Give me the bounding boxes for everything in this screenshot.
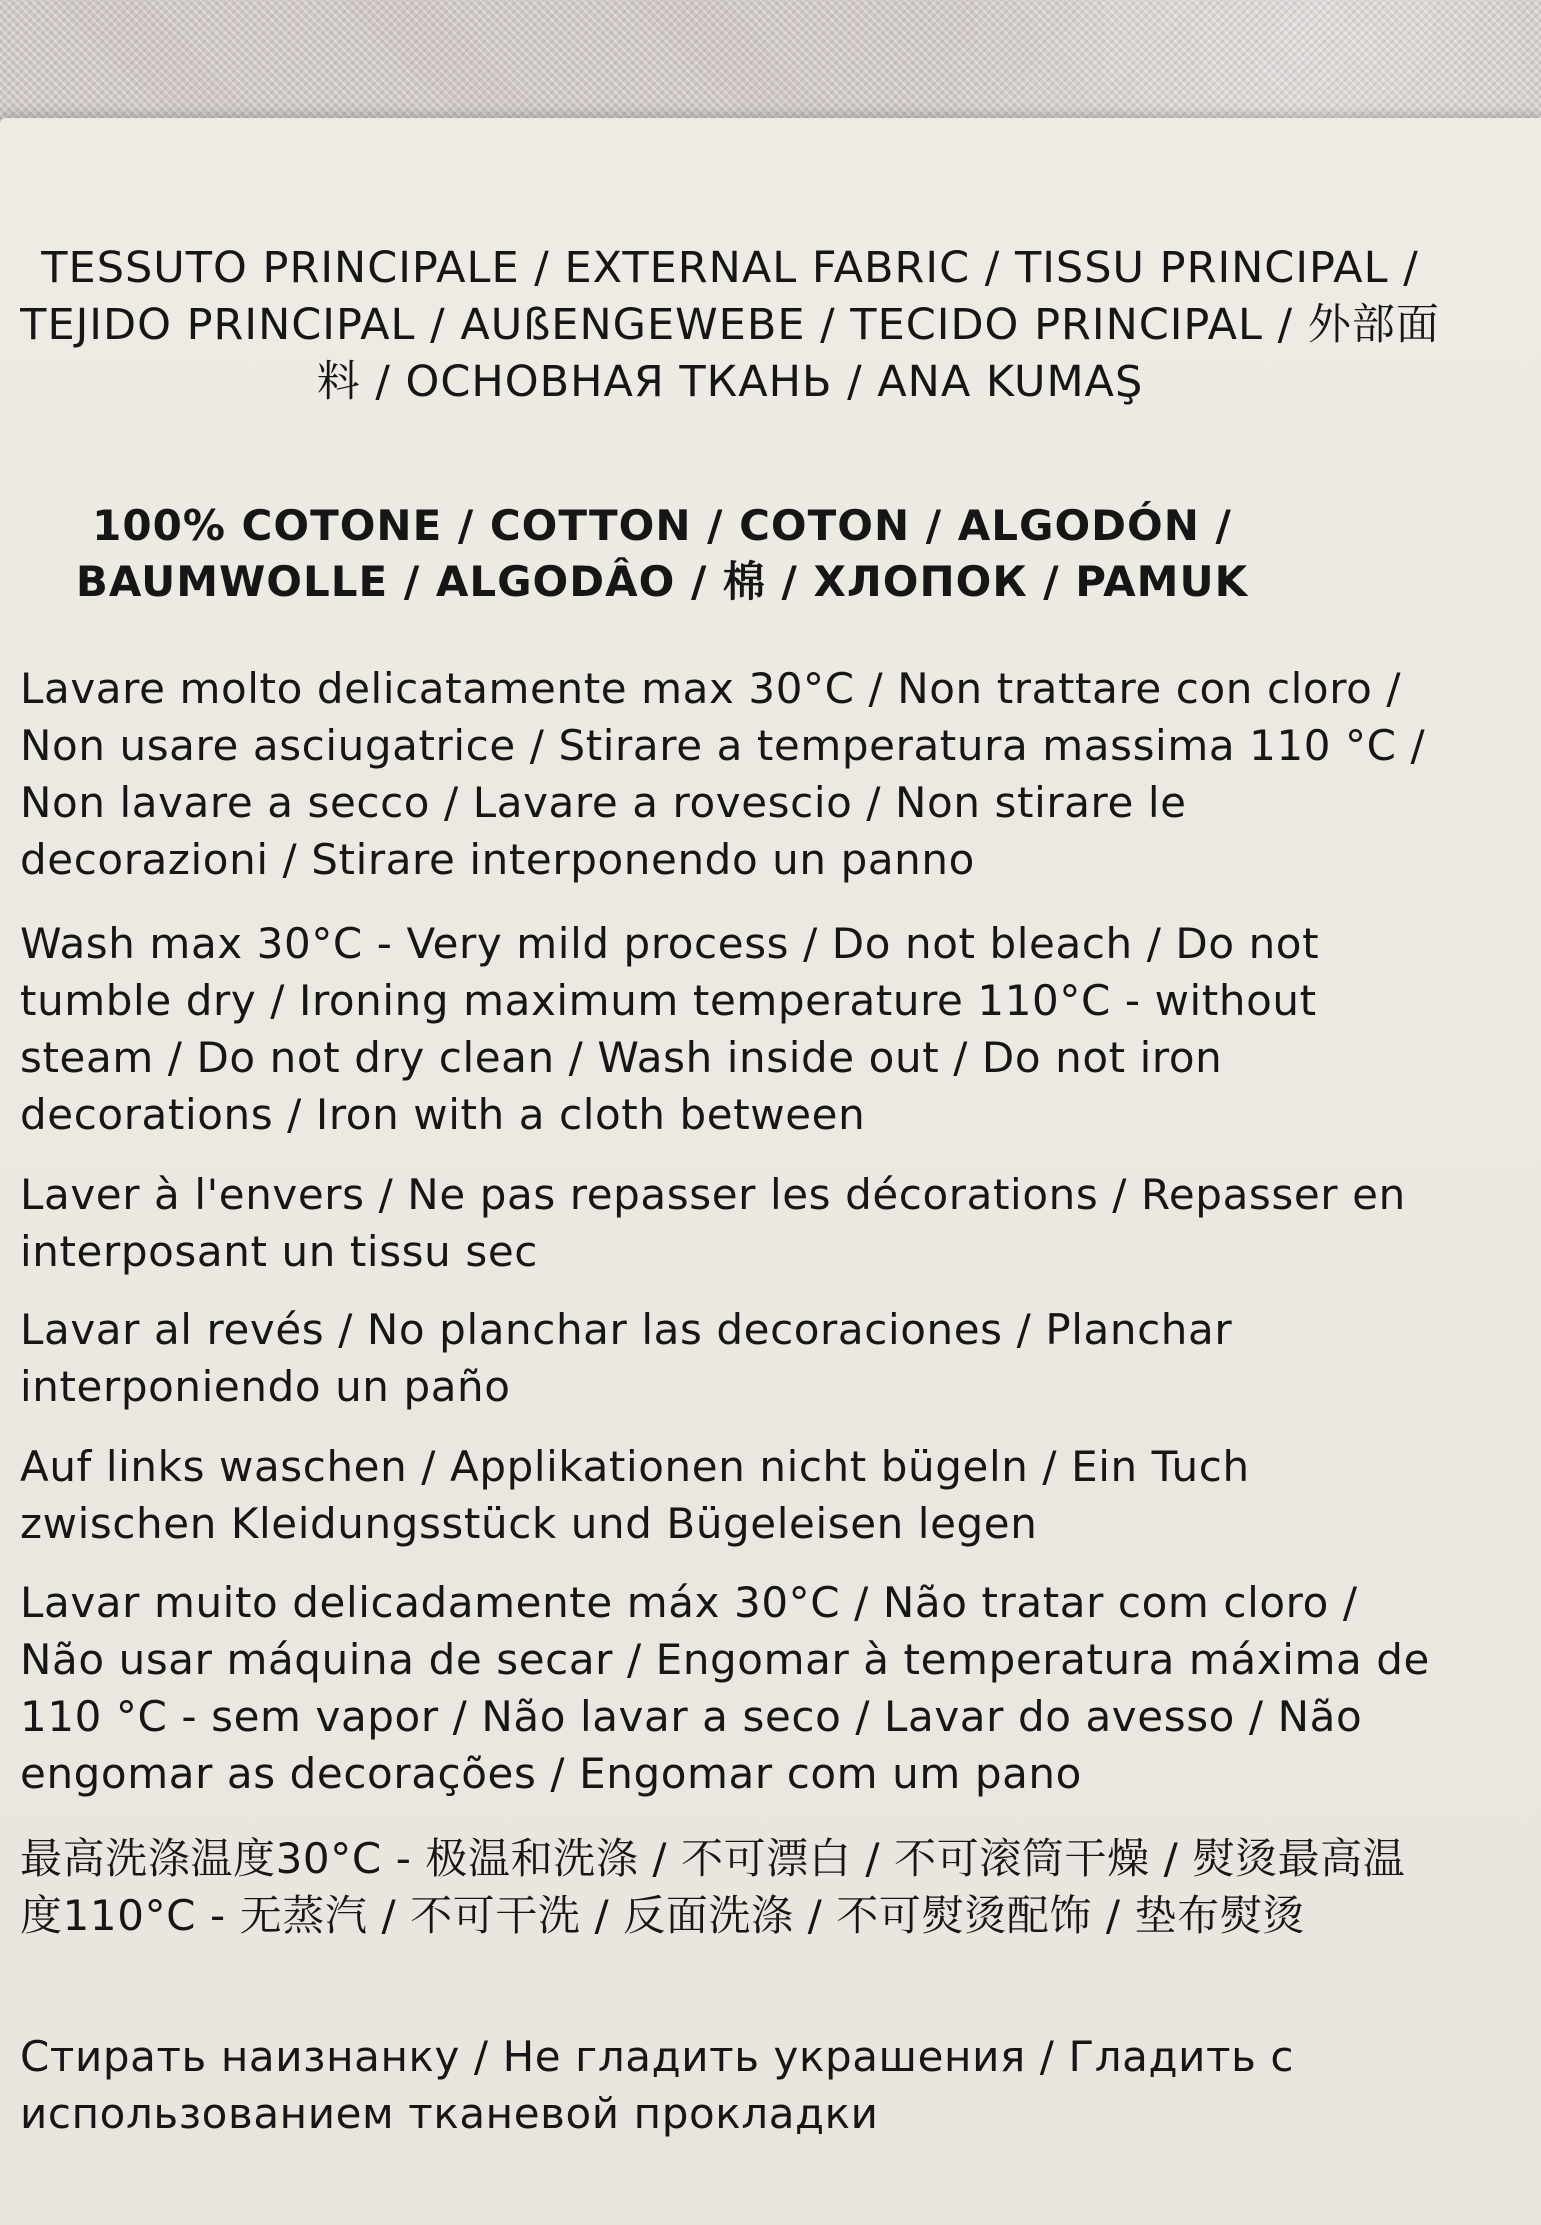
care-instructions-french: Laver à l'envers / Ne pas repasser les décorations / Repasser en interposant un tissu sec	[20, 1170, 1406, 1276]
care-instructions-english: Wash max 30°C - Very mild process / Do not bleach / Do not tumble dry / Ironing maximum temperature 110°C - without steam / Do not dry clean / Wash inside out / Do not iron decorations / Iron with a cloth between	[20, 919, 1320, 1139]
care-instructions-chinese: 最高洗涤温度30°C - 极温和洗涤 / 不可漂白 / 不可滚筒干燥 / 熨烫最高温度110°C - 无蒸汽 / 不可干洗 / 反面洗涤 / 不可熨烫配饰 / 垫布熨烫	[20, 1834, 1406, 1940]
care-instructions-portuguese: Lavar muito delicadamente máx 30°C / Não tratar com cloro / Não usar máquina de secar / Engomar à temperatura máxima de 110 °C - sem vapor / Não lavar a seco / Lavar do avesso / Não engomar as decorações / Engomar com um pano	[20, 1578, 1430, 1798]
care-instructions-spanish: Lavar al revés / No planchar las decoraciones / Planchar interponiendo un paño	[20, 1305, 1233, 1411]
care-instructions-german: Auf links waschen / Applikationen nicht bügeln / Ein Tuch zwischen Kleidungsstück und Bügeleisen legen	[20, 1442, 1250, 1548]
care-instructions-russian: Стирать наизнанку / Не гладить украшения / Гладить с использованием тканевой прокладки	[20, 2032, 1295, 2138]
fabric-type-heading: TESSUTO PRINCIPALE / EXTERNAL FABRIC / TISSU PRINCIPAL / TEJIDO PRINCIPAL / AUßENGEWEBE / TECIDO PRINCIPAL / 外部面料 / ОСНОВНАЯ ТКАНЬ / ANA KUMAŞ	[20, 243, 1440, 407]
care-label	[0, 118, 1541, 2225]
care-instructions-italian: Lavare molto delicatamente max 30°C / Non trattare con cloro / Non usare asciugatrice / Stirare a temperatura massima 110 °C / Non lavare a secco / Lavare a rovescio / Non stirare le decorazioni / Stirare interponendo un panno	[20, 664, 1426, 884]
composition-text: 100% COTONE / COTTON / COTON / ALGODÓN / BAUMWOLLE / ALGODÂO / 棉 / ХЛОПОК / PAMUK	[75, 501, 1249, 606]
